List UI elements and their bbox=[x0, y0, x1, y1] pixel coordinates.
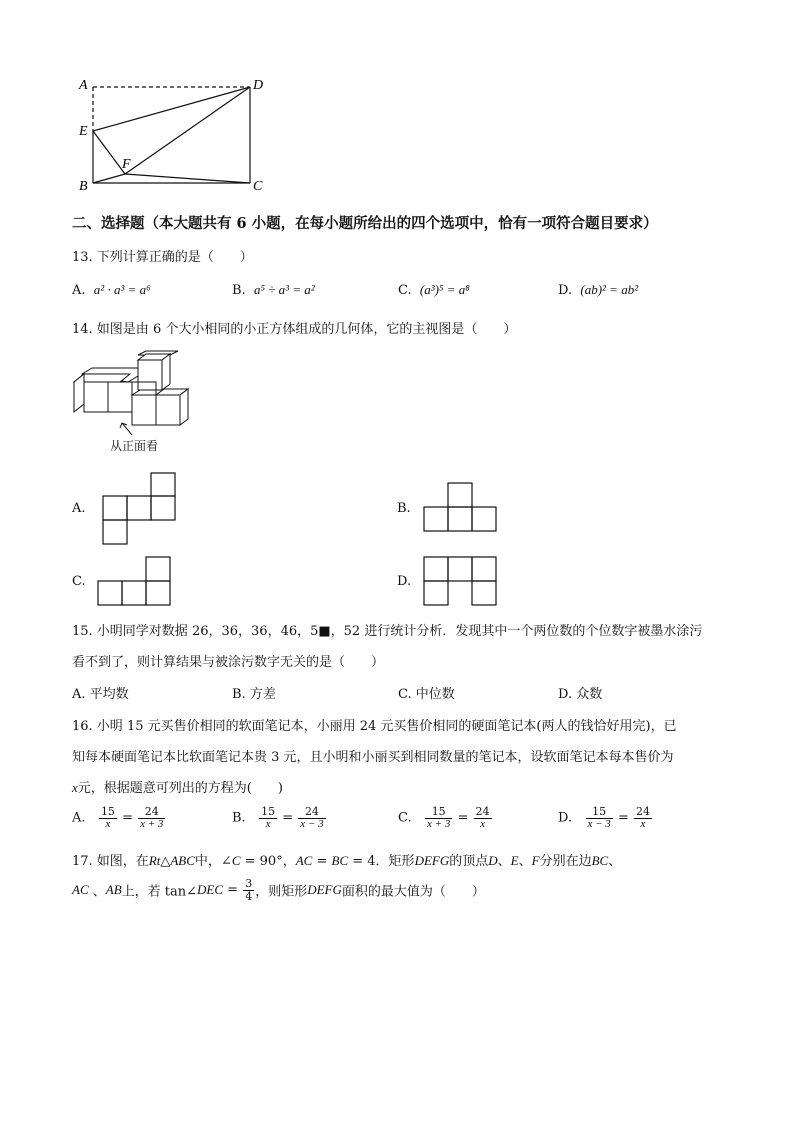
point-label-b: B bbox=[79, 179, 88, 194]
q14-option-b-label[interactable]: B. bbox=[397, 501, 411, 516]
q14-option-a-label[interactable]: A. bbox=[72, 501, 86, 516]
q14-option-d-label[interactable]: D. bbox=[397, 574, 412, 589]
q14-option-c-label[interactable]: C. bbox=[72, 574, 86, 589]
q15-option-d[interactable]: D. 众数 bbox=[558, 687, 603, 702]
q13-option-a[interactable]: A. a² · a³ = a⁶ bbox=[72, 282, 151, 298]
q17-line1: 17. 如图，在Rt△ABC中，∠C = 90°，AC = BC = 4．矩形DEFG的顶点D、E、F分别在边BC、 bbox=[72, 853, 622, 869]
q16-option-c[interactable]: C. $\frac{15}{x + 3}$ = $\frac{24}{x}$ bbox=[398, 805, 490, 830]
q16-option-a[interactable]: A. $\frac{15}{x}$ = $\frac{24}{x + 3}$ bbox=[72, 805, 164, 830]
q13-option-c[interactable]: C. (a³)⁵ = a⁸ bbox=[398, 282, 470, 298]
q16-line2: 知每本硬面笔记本比软面笔记本贵 3 元，且小明和小丽买到相同数量的笔记本，设软面笔记本每本售价为 bbox=[72, 750, 674, 765]
point-label-a: A bbox=[79, 78, 88, 93]
q15-option-c[interactable]: C. 中位数 bbox=[398, 687, 455, 702]
section-title: 二、选择题（本大题共有 6 小题，在每小题所给出的四个选项中，恰有一项符合题目要求） bbox=[72, 215, 658, 232]
q13-option-d[interactable]: D. (ab)² = ab² bbox=[558, 282, 639, 298]
q14-option-d-figure[interactable] bbox=[422, 556, 502, 608]
point-label-c: C bbox=[253, 179, 263, 194]
q16-option-b[interactable]: B. $\frac{15}{x}$ = $\frac{24}{x - 3}$ bbox=[232, 805, 324, 830]
q13-stem: 13. 下列计算正确的是（ ） bbox=[72, 250, 253, 265]
q15-line1: 15. 小明同学对数据 26，36，36，46，5■，52 进行统计分析．发现其中一个两位数的个位数字被墨水涂污 bbox=[72, 624, 703, 639]
point-label-e: E bbox=[79, 124, 88, 139]
q14-option-b-figure[interactable] bbox=[422, 482, 502, 534]
point-label-f: F bbox=[122, 157, 131, 172]
q16-line3: x元，根据题意可列出的方程为( ) bbox=[72, 780, 283, 796]
q15-option-a[interactable]: A. 平均数 bbox=[72, 687, 129, 702]
q15-option-b[interactable]: B. 方差 bbox=[232, 687, 276, 702]
front-view-label: 从正面看 bbox=[110, 439, 159, 453]
q14-option-c-figure[interactable] bbox=[95, 556, 175, 608]
q13-option-b[interactable]: B. a⁵ ÷ a³ = a² bbox=[232, 282, 315, 298]
q14-option-a-figure[interactable] bbox=[100, 472, 180, 547]
rectangle-figure bbox=[70, 72, 280, 197]
q15-line2: 看不到了，则计算结果与被涂污数字无关的是（ ） bbox=[72, 655, 385, 670]
q16-line1: 16. 小明 15 元买售价相同的软面笔记本，小丽用 24 元买售价相同的硬面笔记本(两人的钱恰好用完)，已 bbox=[72, 719, 677, 734]
q17-line2: AC 、AB上，若 tan∠DEC = $\frac{3}{4}$ ，则矩形DEFG面积的最大值为（ ） bbox=[72, 877, 485, 903]
q14-stem: 14. 如图是由 6 个大小相同的小正方体组成的几何体，它的主视图是（ ） bbox=[72, 322, 517, 337]
q16-option-d[interactable]: D. $\frac{15}{x - 3}$ = $\frac{24}{x}$ bbox=[558, 805, 650, 830]
point-label-d: D bbox=[253, 78, 264, 93]
